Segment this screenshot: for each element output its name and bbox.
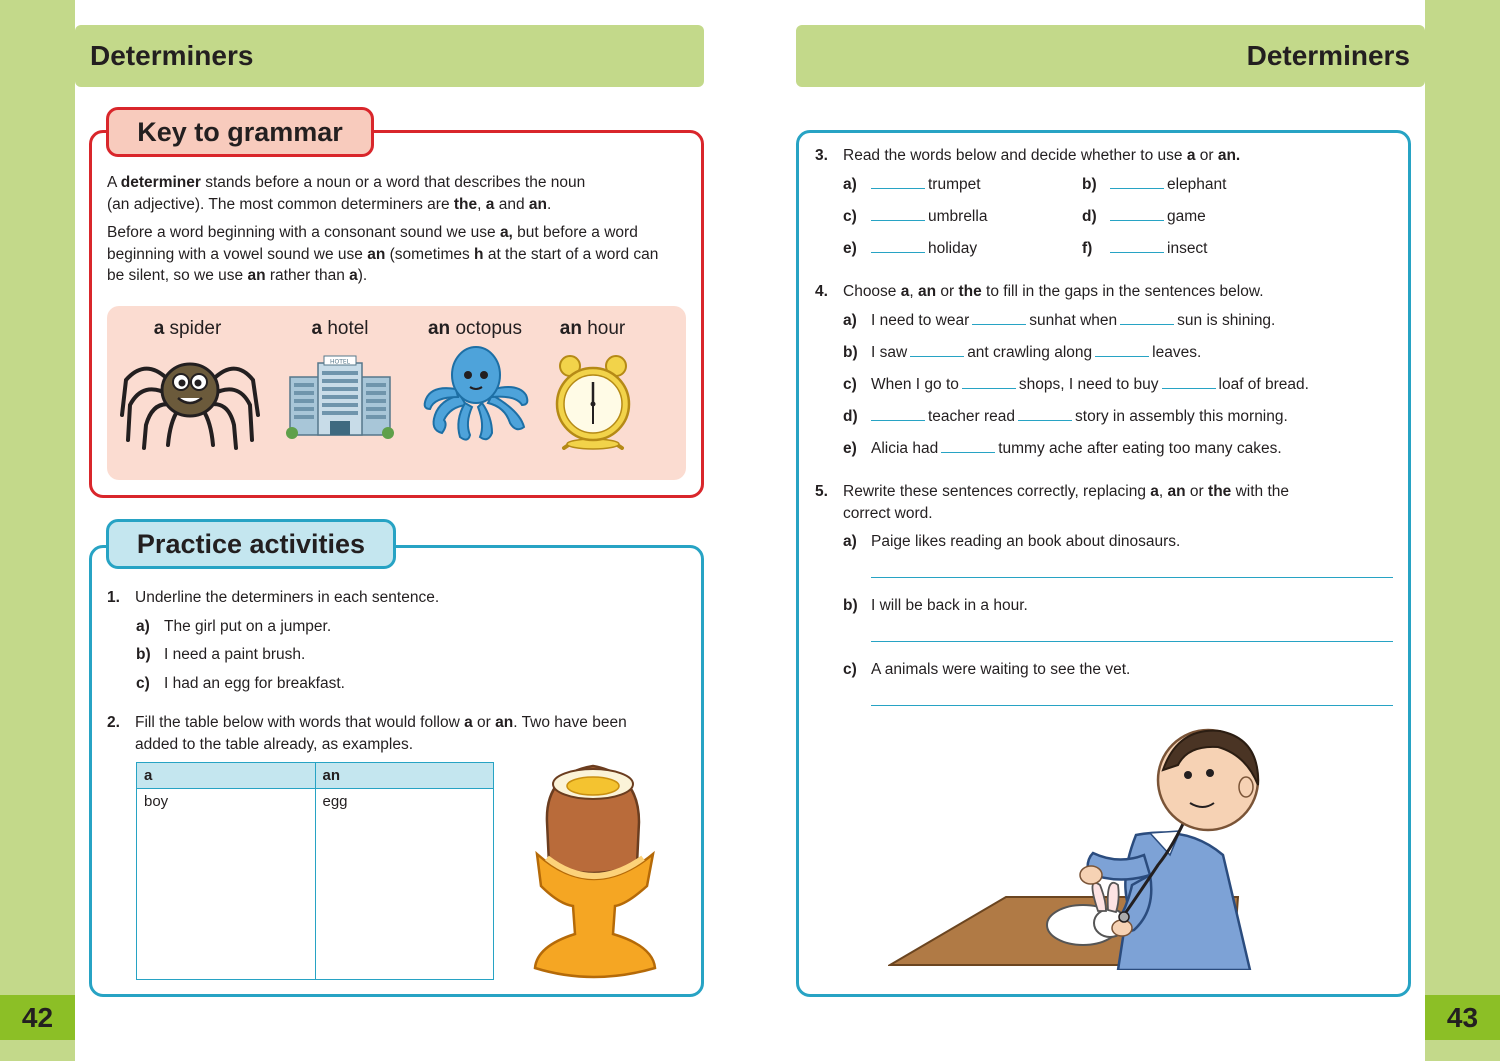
answer-blank[interactable]: [1110, 175, 1164, 189]
table-cell-an[interactable]: egg: [315, 789, 494, 980]
svg-text:HOTEL: HOTEL: [329, 358, 351, 366]
left-margin-strip: [0, 0, 75, 1061]
left-title-text: Determiners: [90, 40, 254, 71]
question-3-item-e[interactable]: e) holiday: [843, 240, 978, 257]
key-to-grammar-heading: Key to grammar: [106, 107, 374, 157]
answer-line-c[interactable]: [871, 705, 1393, 706]
alarm-clock-icon: [552, 348, 634, 450]
octopus-icon: [420, 345, 532, 445]
question-1-item-c: c) I had an egg for breakfast.: [136, 675, 345, 692]
right-page-number: 43: [1425, 995, 1500, 1040]
answer-blank[interactable]: [871, 175, 925, 189]
question-1-item-a: a) The girl put on a jumper.: [136, 618, 332, 635]
question-3-item-d[interactable]: d) game: [1082, 208, 1206, 225]
egg-cup-icon: [527, 754, 663, 984]
question-3-item-c[interactable]: c) umbrella: [843, 208, 988, 225]
question-5-item-a: a) Paige likes reading an book about dinosaurs.: [843, 533, 1181, 550]
determiner-table: [136, 762, 494, 980]
question-3-item-a[interactable]: a) trumpet: [843, 176, 981, 193]
question-3-item-b[interactable]: b) elephant: [1082, 176, 1227, 193]
left-page-title: [75, 25, 704, 87]
question-5-item-b: b) I will be back in a hour.: [843, 597, 1028, 614]
answer-blank[interactable]: [871, 407, 925, 421]
answer-blank[interactable]: [1120, 311, 1174, 325]
spider-icon: [118, 350, 263, 450]
example-label-hour: an hour: [559, 318, 626, 339]
example-label-spider: a spider: [153, 318, 222, 339]
answer-blank[interactable]: [1095, 343, 1149, 357]
question-2: 2. Fill the table below with words that would follow a or an. Two have been added to the table already, as examples.: [107, 714, 627, 753]
question-4-item-b[interactable]: b) I saw ant crawling along leaves.: [843, 344, 1202, 361]
example-label-octopus: an octopus: [427, 318, 522, 339]
key-paragraph-2: Before a word beginning with a consonant sound we use a, but before a word beginning with a vowel sound we use an (sometimes h at the start of a word can be silent, so we use an rather than a).: [107, 224, 659, 284]
right-margin-strip: [1425, 0, 1500, 1061]
question-4: 4. Choose a, an or the to fill in the gaps in the sentences below.: [815, 283, 1264, 300]
question-4-item-e[interactable]: e) Alicia had tummy ache after eating too many cakes.: [843, 440, 1282, 457]
answer-blank[interactable]: [871, 207, 925, 221]
question-5-item-c: c) A animals were waiting to see the vet.: [843, 661, 1131, 678]
question-4-item-d[interactable]: d) teacher read story in assembly this morning.: [843, 408, 1288, 425]
right-page-title: [796, 25, 1425, 87]
answer-blank[interactable]: [1162, 375, 1216, 389]
answer-blank[interactable]: [1110, 207, 1164, 221]
question-3: 3. Read the words below and decide whether to use a or an.: [815, 147, 1241, 164]
vet-with-rabbit-illustration: [888, 725, 1278, 970]
question-1-item-b: b) I need a paint brush.: [136, 646, 306, 663]
answer-blank[interactable]: [910, 343, 964, 357]
answer-blank[interactable]: [871, 239, 925, 253]
question-4-item-c[interactable]: c) When I go to shops, I need to buy loaf of bread.: [843, 376, 1309, 393]
answer-blank[interactable]: [972, 311, 1026, 325]
left-page-number: 42: [0, 995, 75, 1040]
table-header-a: a: [137, 763, 316, 789]
answer-blank[interactable]: [1110, 239, 1164, 253]
key-paragraph-1: A determiner stands before a noun or a word that describes the noun (an adjective). The most common determiners are the, a and an.: [107, 174, 586, 213]
answer-line-a[interactable]: [871, 577, 1393, 578]
right-title-text: Determiners: [1246, 40, 1410, 71]
answer-line-b[interactable]: [871, 641, 1393, 642]
answer-blank[interactable]: [962, 375, 1016, 389]
question-4-item-a[interactable]: a) I need to wear sunhat when sun is shining.: [843, 312, 1276, 329]
table-header-an: an: [315, 763, 494, 789]
question-3-item-f[interactable]: f) insect: [1082, 240, 1208, 257]
answer-blank[interactable]: [1018, 407, 1072, 421]
page-gutter: [730, 0, 770, 1061]
example-label-hotel: a hotel: [311, 318, 369, 339]
practice-activities-heading: Practice activities: [106, 519, 396, 569]
table-cell-a[interactable]: boy: [137, 789, 316, 980]
hotel-icon: [280, 355, 400, 441]
answer-blank[interactable]: [941, 439, 995, 453]
question-1: 1. Underline the determiners in each sentence.: [107, 589, 440, 606]
question-5: 5. Rewrite these sentences correctly, replacing a, an or the with the correct word.: [815, 483, 1290, 522]
